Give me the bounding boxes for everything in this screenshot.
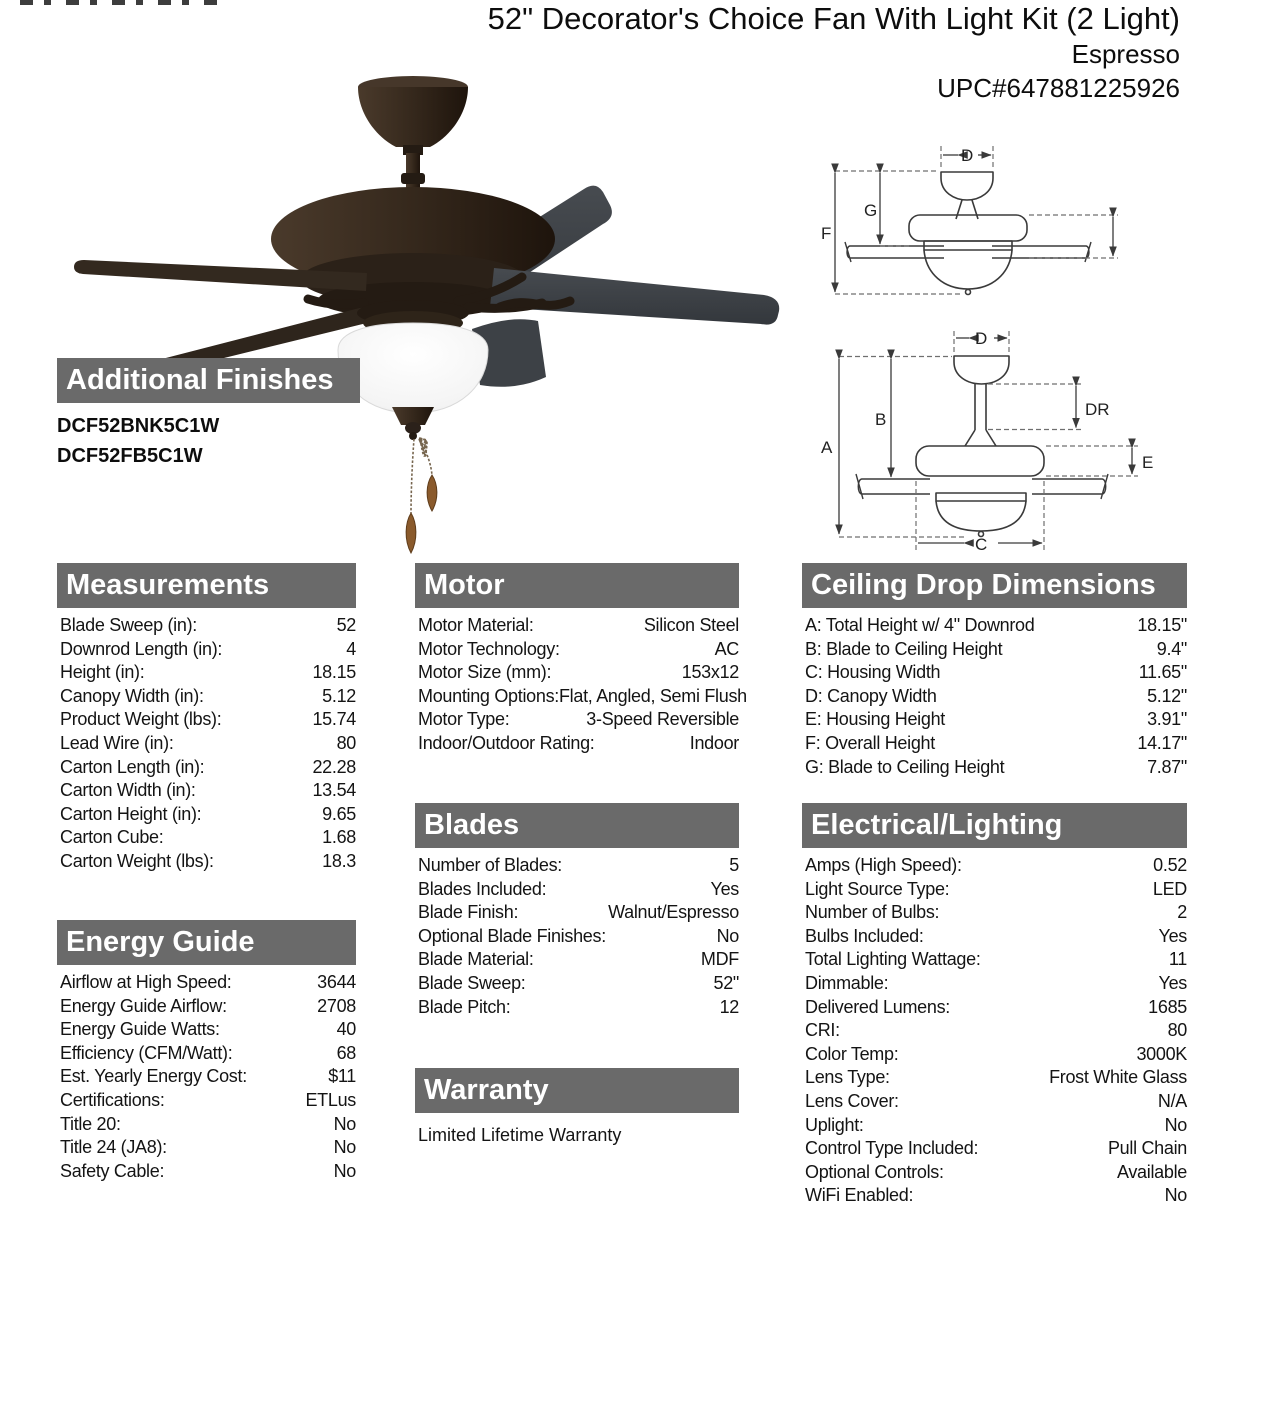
spec-label: Downrod Length (in): bbox=[60, 638, 223, 659]
spec-label: Carton Length (in): bbox=[60, 756, 205, 777]
spec-value: Yes bbox=[1158, 972, 1187, 993]
spec-label: Optional Controls: bbox=[805, 1161, 944, 1182]
dim-label-f: F bbox=[821, 224, 832, 243]
spec-row bbox=[802, 1184, 1187, 1208]
spec-row bbox=[57, 1089, 356, 1113]
spec-row bbox=[415, 901, 739, 925]
spec-label: Airflow at High Speed: bbox=[60, 972, 232, 992]
spec-row bbox=[415, 708, 739, 732]
spec-label: Blade Sweep (in): bbox=[60, 615, 197, 635]
spec-value: Silicon Steel bbox=[643, 615, 739, 635]
spec-label: Energy Guide Watts: bbox=[60, 1019, 220, 1040]
spec-row bbox=[57, 685, 356, 709]
spec-label: Delivered Lumens: bbox=[805, 996, 950, 1017]
spec-label: Safety Cable: bbox=[60, 1160, 165, 1181]
dim-label-g: G bbox=[864, 201, 878, 220]
spec-value: 2 bbox=[1177, 902, 1187, 923]
spec-value: 80 bbox=[1167, 1020, 1187, 1041]
spec-label: Blade Finish: bbox=[418, 902, 519, 923]
spec-value: Indoor bbox=[689, 732, 739, 753]
spec-value: 5 bbox=[729, 855, 739, 875]
spec-label: Blade Material: bbox=[418, 949, 534, 970]
section-measurements bbox=[57, 563, 356, 874]
dim-label-c: C bbox=[975, 535, 988, 554]
spec-label: Motor Material: bbox=[418, 615, 534, 635]
spec-value: 12 bbox=[719, 996, 739, 1017]
spec-label: WiFi Enabled: bbox=[805, 1185, 914, 1206]
spec-row bbox=[802, 732, 1187, 756]
additional-finishes-header: Additional Finishes bbox=[57, 358, 360, 403]
spec-row bbox=[802, 1019, 1187, 1043]
spec-value: No bbox=[333, 1160, 356, 1181]
spec-value: $11 bbox=[328, 1066, 356, 1087]
spec-row bbox=[802, 638, 1187, 662]
upc-code: UPC#647881225926 bbox=[937, 73, 1180, 103]
spec-row bbox=[57, 826, 356, 850]
spec-row bbox=[415, 661, 739, 685]
spec-value: 3644 bbox=[317, 972, 356, 992]
spec-row bbox=[57, 1042, 356, 1066]
spec-label: Dimmable: bbox=[805, 972, 889, 993]
spec-label: Motor Technology: bbox=[418, 638, 560, 659]
spec-row bbox=[802, 661, 1187, 685]
spec-value: Yes bbox=[710, 878, 739, 899]
blades-rows bbox=[415, 848, 739, 1019]
spec-label: Blade Sweep: bbox=[418, 972, 526, 993]
spec-row bbox=[802, 948, 1187, 972]
energy-guide-header: Energy Guide bbox=[57, 920, 356, 965]
section-energy-guide bbox=[57, 920, 356, 1183]
section-ceiling-drop bbox=[802, 563, 1187, 779]
spec-row bbox=[57, 708, 356, 732]
page-title: 52" Decorator's Choice Fan With Light Kit (2 Light) bbox=[487, 1, 1180, 36]
spec-label: G: Blade to Ceiling Height bbox=[805, 756, 1005, 777]
spec-row bbox=[802, 1114, 1187, 1138]
spec-label: Energy Guide Airflow: bbox=[60, 995, 227, 1016]
blades-header: Blades bbox=[415, 803, 739, 848]
dim-label-b: B bbox=[875, 410, 887, 429]
spec-row bbox=[802, 1090, 1187, 1114]
spec-label: Est. Yearly Energy Cost: bbox=[60, 1066, 247, 1087]
dim-label-d2: D bbox=[975, 329, 988, 348]
spec-value: 1685 bbox=[1148, 996, 1187, 1017]
ceiling-drop-rows bbox=[802, 608, 1187, 779]
spec-label: Motor Type: bbox=[418, 709, 510, 730]
spec-row bbox=[802, 878, 1187, 902]
spec-label: CRI: bbox=[805, 1020, 840, 1041]
spec-label: Efficiency (CFM/Watt): bbox=[60, 1042, 233, 1063]
spec-value: ETLus bbox=[305, 1089, 356, 1110]
spec-value: 15.74 bbox=[312, 709, 356, 730]
spec-row bbox=[802, 925, 1187, 949]
spec-row bbox=[57, 971, 356, 995]
spec-row bbox=[802, 996, 1187, 1020]
spec-label: Title 20: bbox=[60, 1113, 121, 1134]
spec-row bbox=[57, 1136, 356, 1160]
spec-value: MDF bbox=[700, 949, 739, 970]
light-bowl bbox=[338, 323, 488, 440]
spec-value: 18.15" bbox=[1137, 615, 1187, 635]
dim-label-e: E bbox=[1142, 453, 1154, 472]
spec-value: No bbox=[1164, 1185, 1187, 1206]
electrical-rows bbox=[802, 848, 1187, 1208]
spec-value: Flat, Angled, Semi Flush bbox=[558, 685, 747, 706]
fan-blade bbox=[490, 268, 779, 325]
fan-canopy bbox=[358, 76, 468, 155]
dimension-diagram-flush bbox=[820, 142, 1130, 325]
spec-value: 4 bbox=[346, 638, 356, 659]
spec-row bbox=[415, 854, 739, 878]
spec-value: 18.3 bbox=[322, 850, 356, 871]
spec-label: Optional Blade Finishes: bbox=[418, 925, 606, 946]
spec-row bbox=[802, 1137, 1187, 1161]
spec-row bbox=[415, 948, 739, 972]
spec-value: 153x12 bbox=[681, 662, 739, 683]
spec-value: 40 bbox=[336, 1019, 356, 1040]
spec-label: Blade Pitch: bbox=[418, 996, 511, 1017]
finish-model: DCF52BNK5C1W bbox=[57, 415, 220, 437]
spec-label: Carton Weight (lbs): bbox=[60, 850, 214, 871]
spec-label: Uplight: bbox=[805, 1114, 864, 1135]
spec-value: Pull Chain bbox=[1107, 1138, 1187, 1159]
product-photo bbox=[70, 55, 790, 575]
dim-label-d: D bbox=[961, 146, 974, 165]
spec-value: No bbox=[333, 1113, 356, 1134]
spec-row bbox=[415, 925, 739, 949]
spec-row bbox=[57, 779, 356, 803]
spec-label: Title 24 (JA8): bbox=[60, 1137, 167, 1158]
spec-label: Number of Bulbs: bbox=[805, 902, 940, 923]
spec-value: No bbox=[333, 1137, 356, 1158]
spec-row bbox=[802, 614, 1187, 638]
spec-value: Frost White Glass bbox=[1049, 1067, 1187, 1088]
spec-value: 80 bbox=[336, 732, 356, 753]
spec-label: Total Lighting Wattage: bbox=[805, 949, 981, 970]
spec-value: 14.17" bbox=[1137, 732, 1187, 753]
spec-value: No bbox=[716, 925, 739, 946]
spec-value: 0.52 bbox=[1153, 855, 1187, 875]
spec-label: Motor Size (mm): bbox=[418, 662, 552, 683]
spec-value: Available bbox=[1116, 1161, 1187, 1182]
spec-row bbox=[57, 803, 356, 827]
spec-value: 7.87" bbox=[1147, 756, 1187, 777]
spec-label: Number of Blades: bbox=[418, 855, 562, 875]
motor-header: Motor bbox=[415, 563, 739, 608]
spec-row bbox=[57, 756, 356, 780]
spec-label: F: Overall Height bbox=[805, 732, 935, 753]
spec-value: 5.12" bbox=[1147, 685, 1187, 706]
title-block bbox=[488, 0, 1180, 104]
spec-row bbox=[57, 614, 356, 638]
spec-label: Control Type Included: bbox=[805, 1138, 979, 1159]
spec-row bbox=[57, 1018, 356, 1042]
spec-label: E: Housing Height bbox=[805, 709, 945, 730]
ceiling-drop-header: Ceiling Drop Dimensions bbox=[802, 563, 1187, 608]
finish-model-list bbox=[57, 403, 360, 471]
spec-value: No bbox=[1164, 1114, 1187, 1135]
spec-value: 1.68 bbox=[322, 827, 356, 848]
spec-row bbox=[57, 638, 356, 662]
spec-label: Lens Type: bbox=[805, 1067, 890, 1088]
spec-row bbox=[57, 1160, 356, 1184]
spec-row bbox=[415, 732, 739, 756]
dimension-diagram-downrod bbox=[818, 325, 1163, 560]
cropped-text-artifact bbox=[20, 0, 225, 5]
spec-row bbox=[415, 685, 747, 709]
section-blades bbox=[415, 803, 739, 1019]
spec-row bbox=[802, 854, 1187, 878]
spec-label: Light Source Type: bbox=[805, 878, 950, 899]
spec-value: 9.4" bbox=[1156, 638, 1187, 659]
spec-value: 2708 bbox=[317, 995, 356, 1016]
spec-label: Height (in): bbox=[60, 662, 145, 683]
spec-value: 68 bbox=[336, 1042, 356, 1063]
spec-value: 52" bbox=[713, 972, 739, 993]
spec-value: 11.65" bbox=[1138, 662, 1187, 683]
spec-label: Bulbs Included: bbox=[805, 925, 924, 946]
spec-label: B: Blade to Ceiling Height bbox=[805, 638, 1003, 659]
measurements-rows bbox=[57, 608, 356, 874]
spec-row bbox=[415, 878, 739, 902]
spec-label: C: Housing Width bbox=[805, 662, 941, 683]
spec-label: Amps (High Speed): bbox=[805, 855, 962, 875]
electrical-header: Electrical/Lighting bbox=[802, 803, 1187, 848]
dim-label-a: A bbox=[821, 438, 833, 457]
section-additional-finishes bbox=[57, 358, 360, 471]
spec-row bbox=[802, 901, 1187, 925]
spec-value: N/A bbox=[1157, 1090, 1187, 1111]
spec-label: Blades Included: bbox=[418, 878, 547, 899]
spec-value: 13.54 bbox=[312, 780, 356, 801]
spec-value: 9.65 bbox=[322, 803, 356, 824]
spec-row bbox=[57, 732, 356, 756]
spec-label: Product Weight (lbs): bbox=[60, 709, 222, 730]
motor-rows bbox=[415, 608, 747, 756]
spec-row bbox=[802, 708, 1187, 732]
spec-value: Yes bbox=[1158, 925, 1187, 946]
spec-row bbox=[415, 996, 739, 1020]
spec-row bbox=[57, 1113, 356, 1137]
dim-label-dr: DR bbox=[1085, 400, 1110, 419]
spec-row bbox=[802, 1043, 1187, 1067]
spec-value: 22.28 bbox=[312, 756, 356, 777]
spec-value: 52 bbox=[336, 615, 356, 635]
measurements-header: Measurements bbox=[57, 563, 356, 608]
spec-row bbox=[415, 638, 739, 662]
spec-value: AC bbox=[714, 638, 739, 659]
spec-label: Certifications: bbox=[60, 1089, 165, 1110]
spec-label: Canopy Width (in): bbox=[60, 685, 204, 706]
spec-label: Carton Width (in): bbox=[60, 780, 196, 801]
spec-row bbox=[57, 850, 356, 874]
spec-label: Carton Height (in): bbox=[60, 803, 202, 824]
spec-value: 3000K bbox=[1136, 1043, 1187, 1064]
spec-label: Lens Cover: bbox=[805, 1090, 899, 1111]
spec-value: Walnut/Espresso bbox=[608, 902, 739, 923]
spec-value: 11 bbox=[1168, 949, 1187, 970]
finish-name: Espresso bbox=[1071, 39, 1180, 69]
spec-row bbox=[802, 1161, 1187, 1185]
spec-value: 5.12 bbox=[322, 685, 356, 706]
spec-label: D: Canopy Width bbox=[805, 685, 937, 706]
spec-label: Mounting Options: bbox=[418, 685, 559, 706]
spec-row bbox=[57, 1065, 356, 1089]
spec-label: Lead Wire (in): bbox=[60, 732, 174, 753]
spec-label: Color Temp: bbox=[805, 1043, 899, 1064]
energy-guide-rows bbox=[57, 965, 356, 1183]
finish-model: DCF52FB5C1W bbox=[57, 445, 203, 467]
spec-row bbox=[57, 995, 356, 1019]
spec-label: Indoor/Outdoor Rating: bbox=[418, 732, 595, 753]
spec-value: LED bbox=[1152, 878, 1187, 899]
spec-row bbox=[802, 972, 1187, 996]
spec-row bbox=[57, 661, 356, 685]
warranty-text: Limited Lifetime Warranty bbox=[418, 1125, 622, 1145]
section-motor bbox=[415, 563, 747, 756]
spec-row bbox=[802, 685, 1187, 709]
section-warranty bbox=[415, 1068, 739, 1147]
spec-value: 3.91" bbox=[1147, 709, 1187, 730]
spec-label: Carton Cube: bbox=[60, 827, 164, 848]
spec-row bbox=[415, 972, 739, 996]
spec-label: A: Total Height w/ 4" Downrod bbox=[805, 615, 1035, 635]
warranty-header: Warranty bbox=[415, 1068, 739, 1113]
spec-value: 3-Speed Reversible bbox=[586, 709, 739, 730]
section-electrical bbox=[802, 803, 1187, 1208]
spec-row bbox=[802, 756, 1187, 780]
spec-value: 18.15 bbox=[312, 662, 356, 683]
spec-row bbox=[415, 614, 739, 638]
spec-row bbox=[802, 1066, 1187, 1090]
